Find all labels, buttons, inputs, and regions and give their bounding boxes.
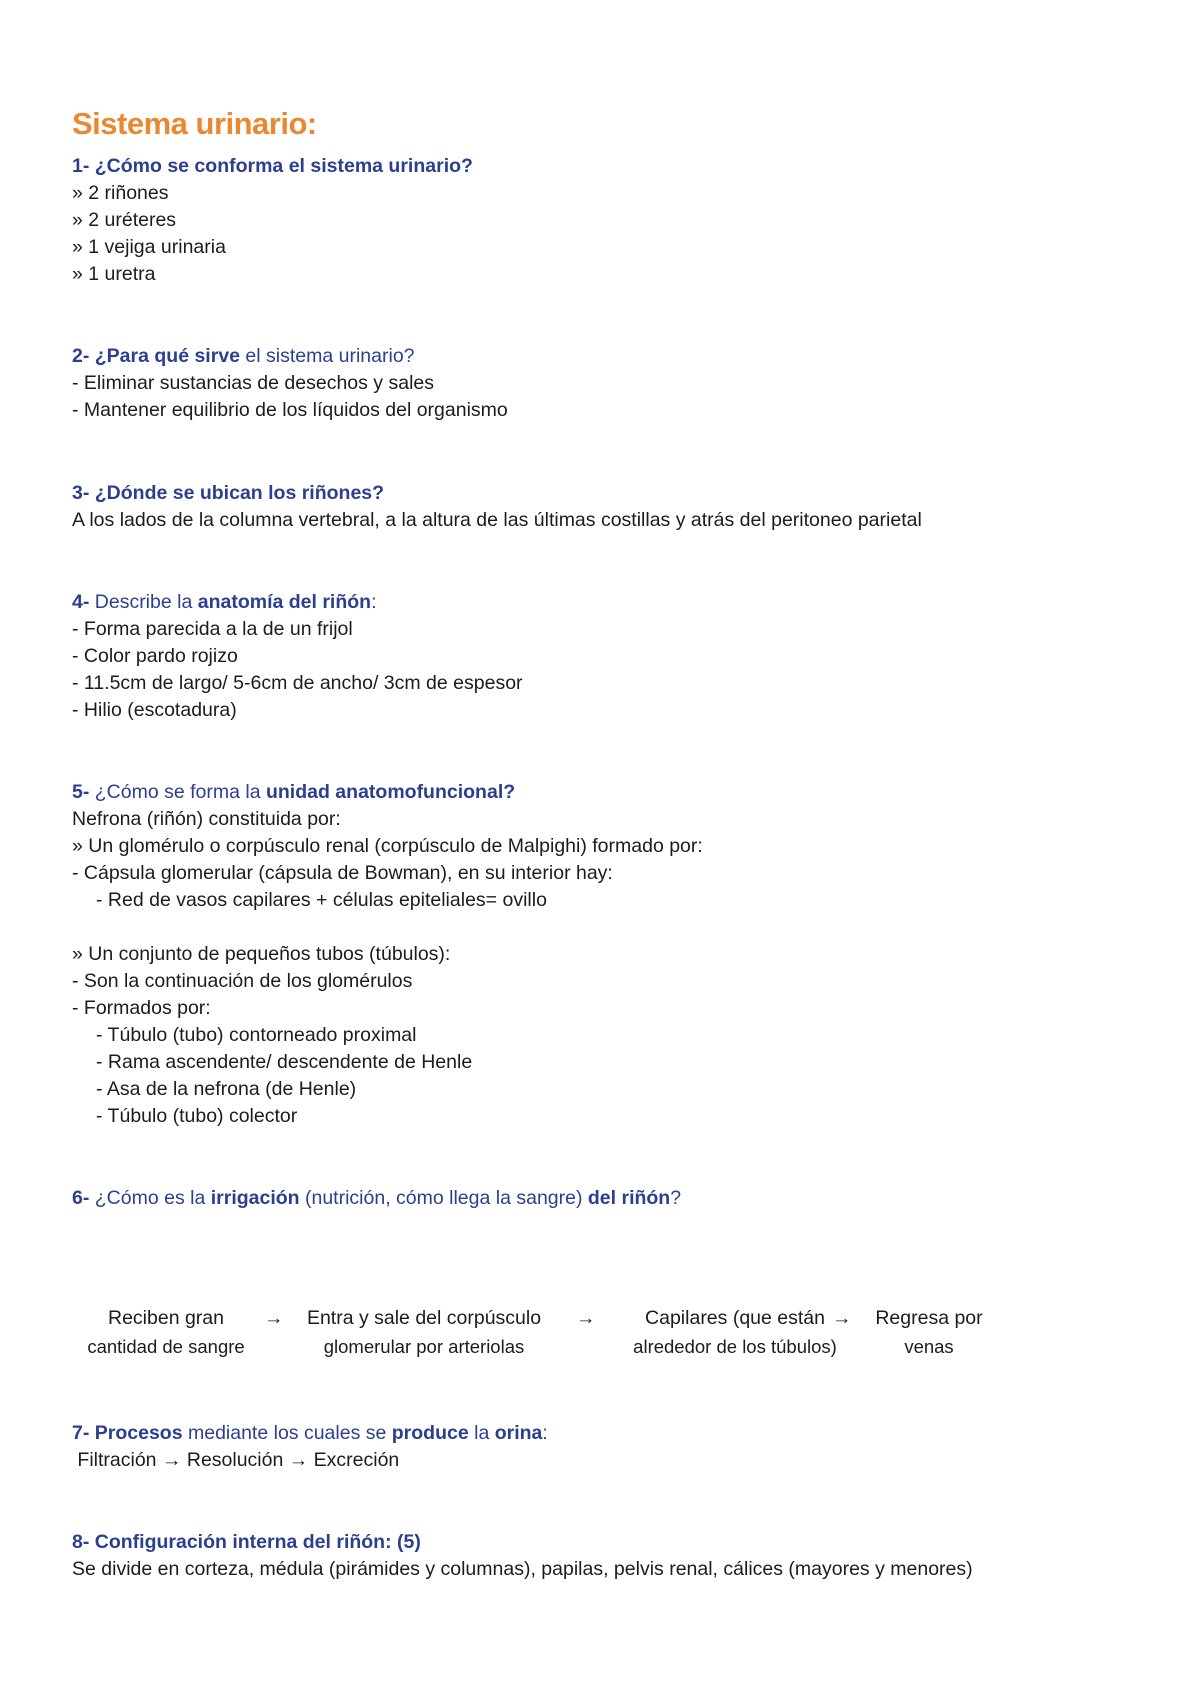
answer-1-item: » 1 vejiga urinaria bbox=[72, 236, 226, 258]
document-title: Sistema urinario: bbox=[72, 106, 317, 141]
question-7-bold-2: produce bbox=[391, 1422, 469, 1444]
answer-5-line: - Son la continuación de los glomérulos bbox=[72, 970, 413, 992]
flow-step-line-2: cantidad de sangre bbox=[87, 1336, 245, 1357]
flow-step bbox=[604, 1306, 866, 1359]
question-6-pre: ¿Cómo es la bbox=[89, 1187, 211, 1209]
flow-step-line-2: venas bbox=[904, 1336, 954, 1357]
answer-2-item: - Eliminar sustancias de desechos y sales bbox=[72, 372, 434, 394]
answer-4-item: - Color pardo rojizo bbox=[72, 645, 238, 667]
flow-step-line-2: glomerular por arteriolas bbox=[323, 1336, 525, 1357]
question-7-bold-3: orina bbox=[494, 1422, 543, 1444]
answer-4-item: - Hilio (escotadura) bbox=[72, 699, 237, 721]
flow-step bbox=[854, 1306, 1004, 1359]
question-4-pre: Describe la bbox=[89, 591, 198, 613]
question-2-rest: el sistema urinario? bbox=[240, 345, 415, 367]
flow-step-line-1: Entra y sale del corpúsculo bbox=[306, 1307, 542, 1329]
question-6-bold-2: del riñón bbox=[587, 1187, 671, 1209]
answer-1-item: » 2 uréteres bbox=[72, 209, 177, 231]
answer-3: A los lados de la columna vertebral, a la altura de las últimas costillas y atrás del peritoneo parietal bbox=[72, 509, 922, 531]
flow-arrow: → bbox=[576, 1307, 596, 1329]
irrigation-flow bbox=[72, 1306, 1072, 1362]
question-7-bold-1: 7- Procesos bbox=[72, 1422, 183, 1444]
question-6-mid: (nutrición, cómo llega la sangre) bbox=[299, 1187, 588, 1209]
answer-5-subitem: - Rama ascendente/ descendente de Henle bbox=[96, 1051, 473, 1073]
question-5-number: 5- bbox=[72, 781, 90, 803]
question-2-bold: ¿Para qué sirve bbox=[94, 345, 241, 367]
question-7-mid-2: la bbox=[468, 1422, 495, 1444]
flow-step-line-2: alrededor de los túbulos) bbox=[633, 1336, 837, 1357]
flow-step-line-1: Regresa por bbox=[875, 1307, 983, 1329]
answer-1-item: » 2 riñones bbox=[72, 182, 169, 204]
answer-5-subitem: - Asa de la nefrona (de Henle) bbox=[96, 1078, 357, 1100]
answer-5-line: » Un glomérulo o corpúsculo renal (corpúsculo de Malpighi) formado por: bbox=[72, 835, 703, 857]
answer-5-line: - Formados por: bbox=[72, 997, 211, 1019]
question-6-post: ? bbox=[670, 1187, 682, 1209]
answer-1-item: » 1 uretra bbox=[72, 263, 156, 285]
question-6-bold-1: irrigación bbox=[210, 1187, 300, 1209]
question-5-bold: unidad anatomofuncional? bbox=[265, 781, 516, 803]
question-7-mid-1: mediante los cuales se bbox=[182, 1422, 392, 1444]
answer-5-subitem: - Túbulo (tubo) colector bbox=[96, 1105, 298, 1127]
flow-step bbox=[286, 1306, 562, 1359]
answer-5-line: Nefrona (riñón) constituida por: bbox=[72, 808, 341, 830]
answer-5-subitem: - Túbulo (tubo) contorneado proximal bbox=[96, 1024, 417, 1046]
flow-step-line-1: Capilares (que están bbox=[645, 1307, 825, 1329]
question-6-number: 6- bbox=[72, 1187, 90, 1209]
question-5-pre: ¿Cómo se forma la bbox=[89, 781, 266, 803]
question-6 bbox=[72, 1186, 681, 1210]
question-5 bbox=[72, 780, 515, 804]
answer-2-item: - Mantener equilibrio de los líquidos del organismo bbox=[72, 399, 508, 421]
question-7 bbox=[72, 1421, 548, 1445]
question-8: 8- Configuración interna del riñón: (5) bbox=[72, 1531, 421, 1553]
answer-4-item: - 11.5cm de largo/ 5-6cm de ancho/ 3cm de espesor bbox=[72, 672, 523, 694]
answer-5-line: - Cápsula glomerular (cápsula de Bowman), en su interior hay: bbox=[72, 862, 613, 884]
answer-4-item: - Forma parecida a la de un frijol bbox=[72, 618, 353, 640]
question-4 bbox=[72, 590, 377, 614]
flow-arrow: → bbox=[264, 1307, 284, 1329]
question-4-number: 4- bbox=[72, 591, 90, 613]
question-3: 3- ¿Dónde se ubican los riñones? bbox=[72, 482, 385, 504]
question-2-number: 2- bbox=[72, 345, 90, 367]
question-7-post: : bbox=[542, 1422, 548, 1444]
question-2 bbox=[72, 344, 415, 368]
answer-8: Se divide en corteza, médula (pirámides y columnas), papilas, pelvis renal, cálices (mayores y menores) bbox=[72, 1558, 973, 1580]
question-4-post: : bbox=[371, 591, 377, 613]
answer-5-line: » Un conjunto de pequeños tubos (túbulos): bbox=[72, 943, 451, 965]
flow-step-line-1: Reciben gran bbox=[108, 1307, 224, 1329]
answer-5-subitem: - Red de vasos capilares + células epiteliales= ovillo bbox=[96, 889, 547, 911]
flow-arrow: → bbox=[832, 1307, 852, 1329]
question-4-bold: anatomía del riñón bbox=[197, 591, 372, 613]
flow-step bbox=[72, 1306, 260, 1359]
question-1: 1- ¿Cómo se conforma el sistema urinario? bbox=[72, 155, 473, 177]
answer-7: Filtración → Resolución → Excreción bbox=[72, 1449, 400, 1471]
